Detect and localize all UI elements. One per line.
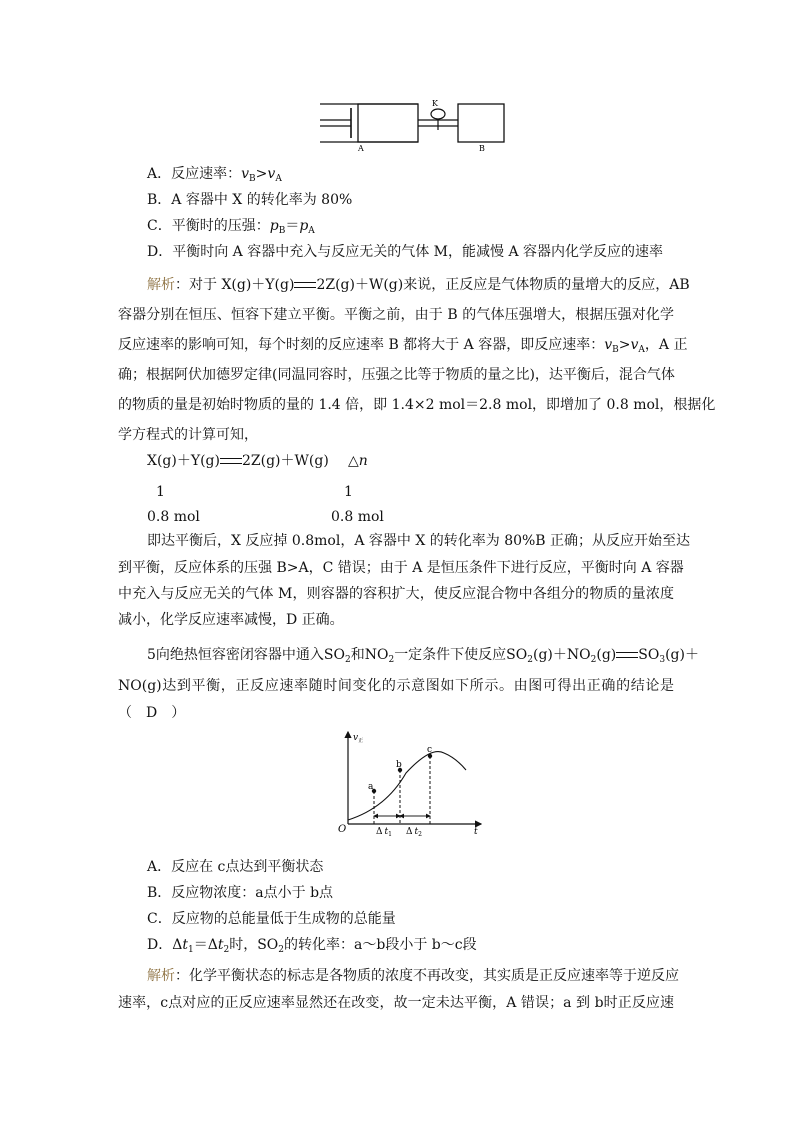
exp5-label: 解析: [147, 968, 175, 984]
exp4-line-1: 解析：对于 X(g)＋Y(g) 2Z(g)＋W(g)来说，正反应是气体物质的量增大的反应，AB: [147, 277, 690, 293]
point-c: c: [427, 745, 433, 755]
conclusion-line-2: 到平衡，反应体系的压强 B>A，C 错误；由于 A 是恒压条件下进行反应，平衡时向 A 容器: [118, 560, 684, 576]
label-b: B: [479, 144, 485, 153]
container-diagram: [318, 96, 508, 154]
exp4-line-3: 反应速率的影响可知，每个时刻的反应速率 B 都将大于 A 容器，即反应速率：$v_B>v_A$，A 正: [118, 337, 688, 355]
q4-option-b: B．A 容器中 X 的转化率为 80%: [147, 192, 353, 208]
conclusion-line-4: 减小，化学反应速率减慢，D 正确。: [118, 612, 344, 628]
reversible-arrow-icon: [294, 279, 316, 291]
q5-option-a: A．反应在 c点达到平衡状态: [147, 859, 324, 875]
point-a: a: [368, 782, 374, 792]
dt2-label: Δ $t_2$: [406, 827, 422, 836]
exp5-line-2: 速率，c点对应的正反应速率显然还在改变，故一定未达平衡，A 错误；a 到 b时正反应速: [118, 995, 674, 1011]
row2-col2: 0.8 mol: [331, 509, 384, 525]
origin-label: O: [338, 824, 347, 835]
x-axis-label: t: [474, 827, 478, 836]
rate-time-graph: [336, 728, 486, 836]
reversible-arrow-icon: [616, 649, 638, 661]
label-a: A: [358, 144, 364, 153]
dt1-label: Δ $t_1$: [376, 827, 392, 836]
exp4-line-4: 确；根据阿伏加德罗定律(同温同容时，压强之比等于物质的量之比)，达平衡后，混合气体: [118, 367, 675, 383]
q5-option-b: B．反应物浓度：a点小于 b点: [147, 885, 334, 901]
row2-col1: 0.8 mol: [147, 509, 200, 525]
row1-col1: 1: [156, 484, 165, 500]
conclusion-line-1: 即达平衡后，X 反应掉 0.8mol，A 容器中 X 的转化率为 80%B 正确；从反应开始至达: [147, 533, 691, 549]
exp4-line-2: 容器分别在恒压、恒容下建立平衡。平衡之前，由于 B 的气体压强增大，根据压强对化学: [118, 307, 674, 323]
point-b: b: [396, 760, 402, 770]
label-k: K: [432, 99, 438, 108]
q4-option-d: D．平衡时向 A 容器中充入与反应无关的气体 M，能减慢 A 容器内化学反应的速率: [147, 244, 664, 260]
q5-answer: （ D ）: [118, 705, 186, 721]
exp4-label: 解析: [147, 277, 175, 293]
reversible-arrow-icon: [220, 455, 242, 467]
eq-row: X(g)＋Y(g) 2Z(g)＋W(g): [147, 453, 329, 469]
q5-stem-line-1: 5向绝热恒容密闭容器中通入$SO_2$和$NO_2$一定条件下使反应$SO_2(g)+NO_2(g)$ $SO_3(g)+$: [147, 647, 699, 665]
q5-stem-line-2: NO(g)达到平衡，正反应速率随时间变化的示意图如下所示。由图可得出正确的结论是: [118, 678, 674, 694]
q4-option-c: C．平衡时的压强：$p_B=p_A$: [147, 218, 315, 236]
q5-option-c: C．反应物的总能量低于生成物的总能量: [147, 911, 396, 927]
exp4-line-5: 的物质的量是初始时物质的量的 1.4 倍，即 1.4×2 mol＝2.8 mol，即增加了 0.8 mol，根据化: [118, 397, 716, 413]
q4-option-a: A．反应速率：$v_B>v_A$: [147, 166, 282, 184]
delta-n: △n: [348, 453, 368, 469]
row1-col2: 1: [344, 484, 353, 500]
exp4-line-6: 学方程式的计算可知，: [118, 427, 258, 443]
y-axis-label: $v_正$: [353, 733, 364, 744]
q5-option-d: D．$\Delta t_1=\Delta t_2$时，$SO_2$的转化率：a～b段小于 b～c段: [147, 937, 477, 955]
conclusion-line-3: 中充入与反应无关的气体 M，则容器的容积扩大，使反应混合物中各组分的物质的量浓度: [118, 586, 674, 602]
exp5-line-1: 解析：化学平衡状态的标志是各物质的浓度不再改变，其实质是正反应速率等于逆反应: [147, 968, 679, 984]
